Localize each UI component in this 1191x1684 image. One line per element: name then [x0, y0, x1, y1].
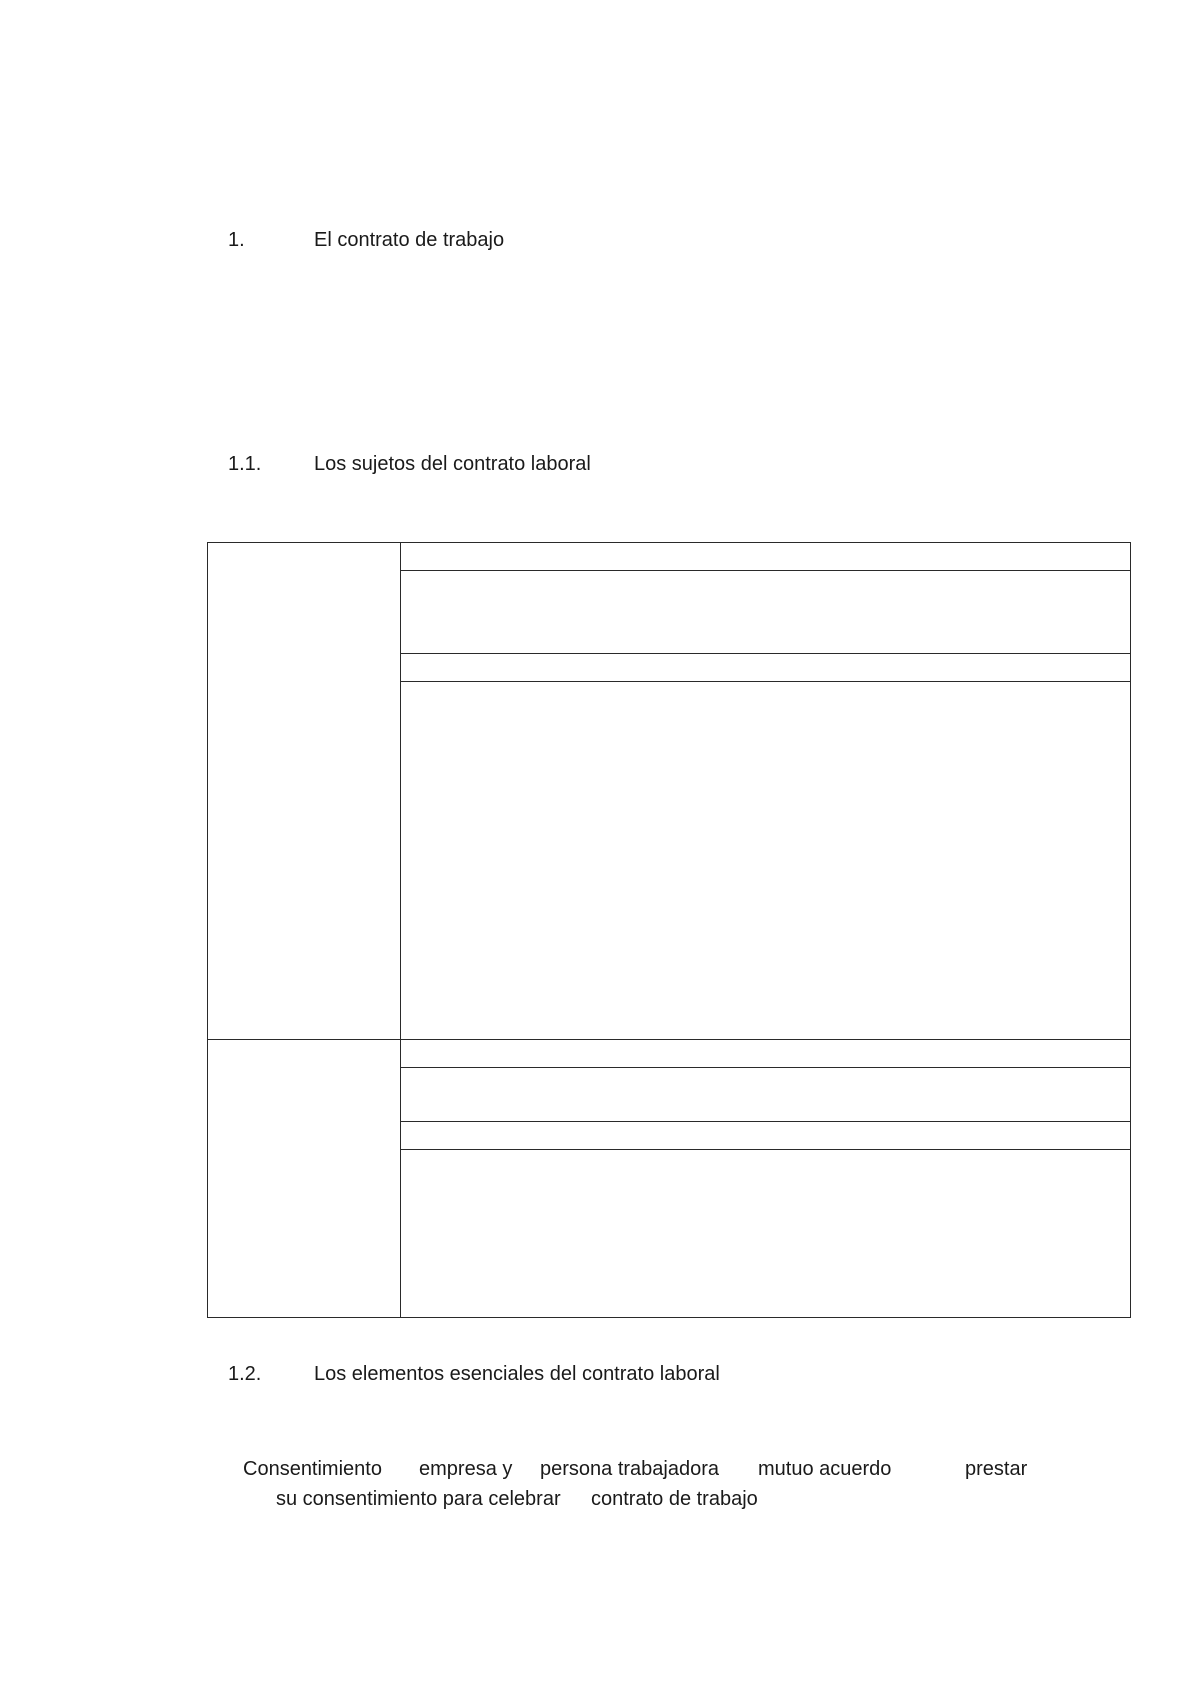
table-cell[interactable] [401, 571, 1130, 654]
table-cell[interactable] [401, 1040, 1130, 1068]
table-cell[interactable] [401, 1068, 1130, 1122]
table-cell[interactable] [401, 1122, 1130, 1150]
table-cell-left[interactable] [208, 543, 401, 1039]
consent-fragment: contrato de trabajo [591, 1488, 758, 1510]
table-right-column [401, 1040, 1130, 1317]
table-cell[interactable] [401, 682, 1130, 1039]
consent-fragment: prestar [965, 1458, 1028, 1480]
table-cell[interactable] [401, 654, 1130, 682]
section-title: El contrato de trabajo [314, 229, 505, 251]
consent-fragment: persona trabajadora [540, 1458, 720, 1480]
consent-fragment: Consentimiento [243, 1458, 382, 1480]
section-number: 1. [228, 229, 245, 251]
section-heading-1 [228, 228, 504, 252]
table-block-worker [208, 1040, 1130, 1317]
section-number: 1.1. [228, 453, 262, 475]
section-heading-1-2 [228, 1362, 720, 1386]
section-number: 1.2. [228, 1363, 262, 1385]
table-cell-left[interactable] [208, 1040, 401, 1317]
consent-fragment: empresa y [419, 1458, 513, 1480]
subjects-table [207, 542, 1131, 1318]
section-heading-1-1 [228, 452, 591, 476]
section-title: Los elementos esenciales del contrato laboral [314, 1363, 720, 1385]
section-title: Los sujetos del contrato laboral [314, 453, 591, 475]
table-cell[interactable] [401, 543, 1130, 571]
table-block-employer [208, 543, 1130, 1040]
table-cell[interactable] [401, 1150, 1130, 1317]
table-right-column [401, 543, 1130, 1039]
consent-fragment: mutuo acuerdo [758, 1458, 892, 1480]
consent-fragment: su consentimiento para celebrar [276, 1488, 561, 1510]
